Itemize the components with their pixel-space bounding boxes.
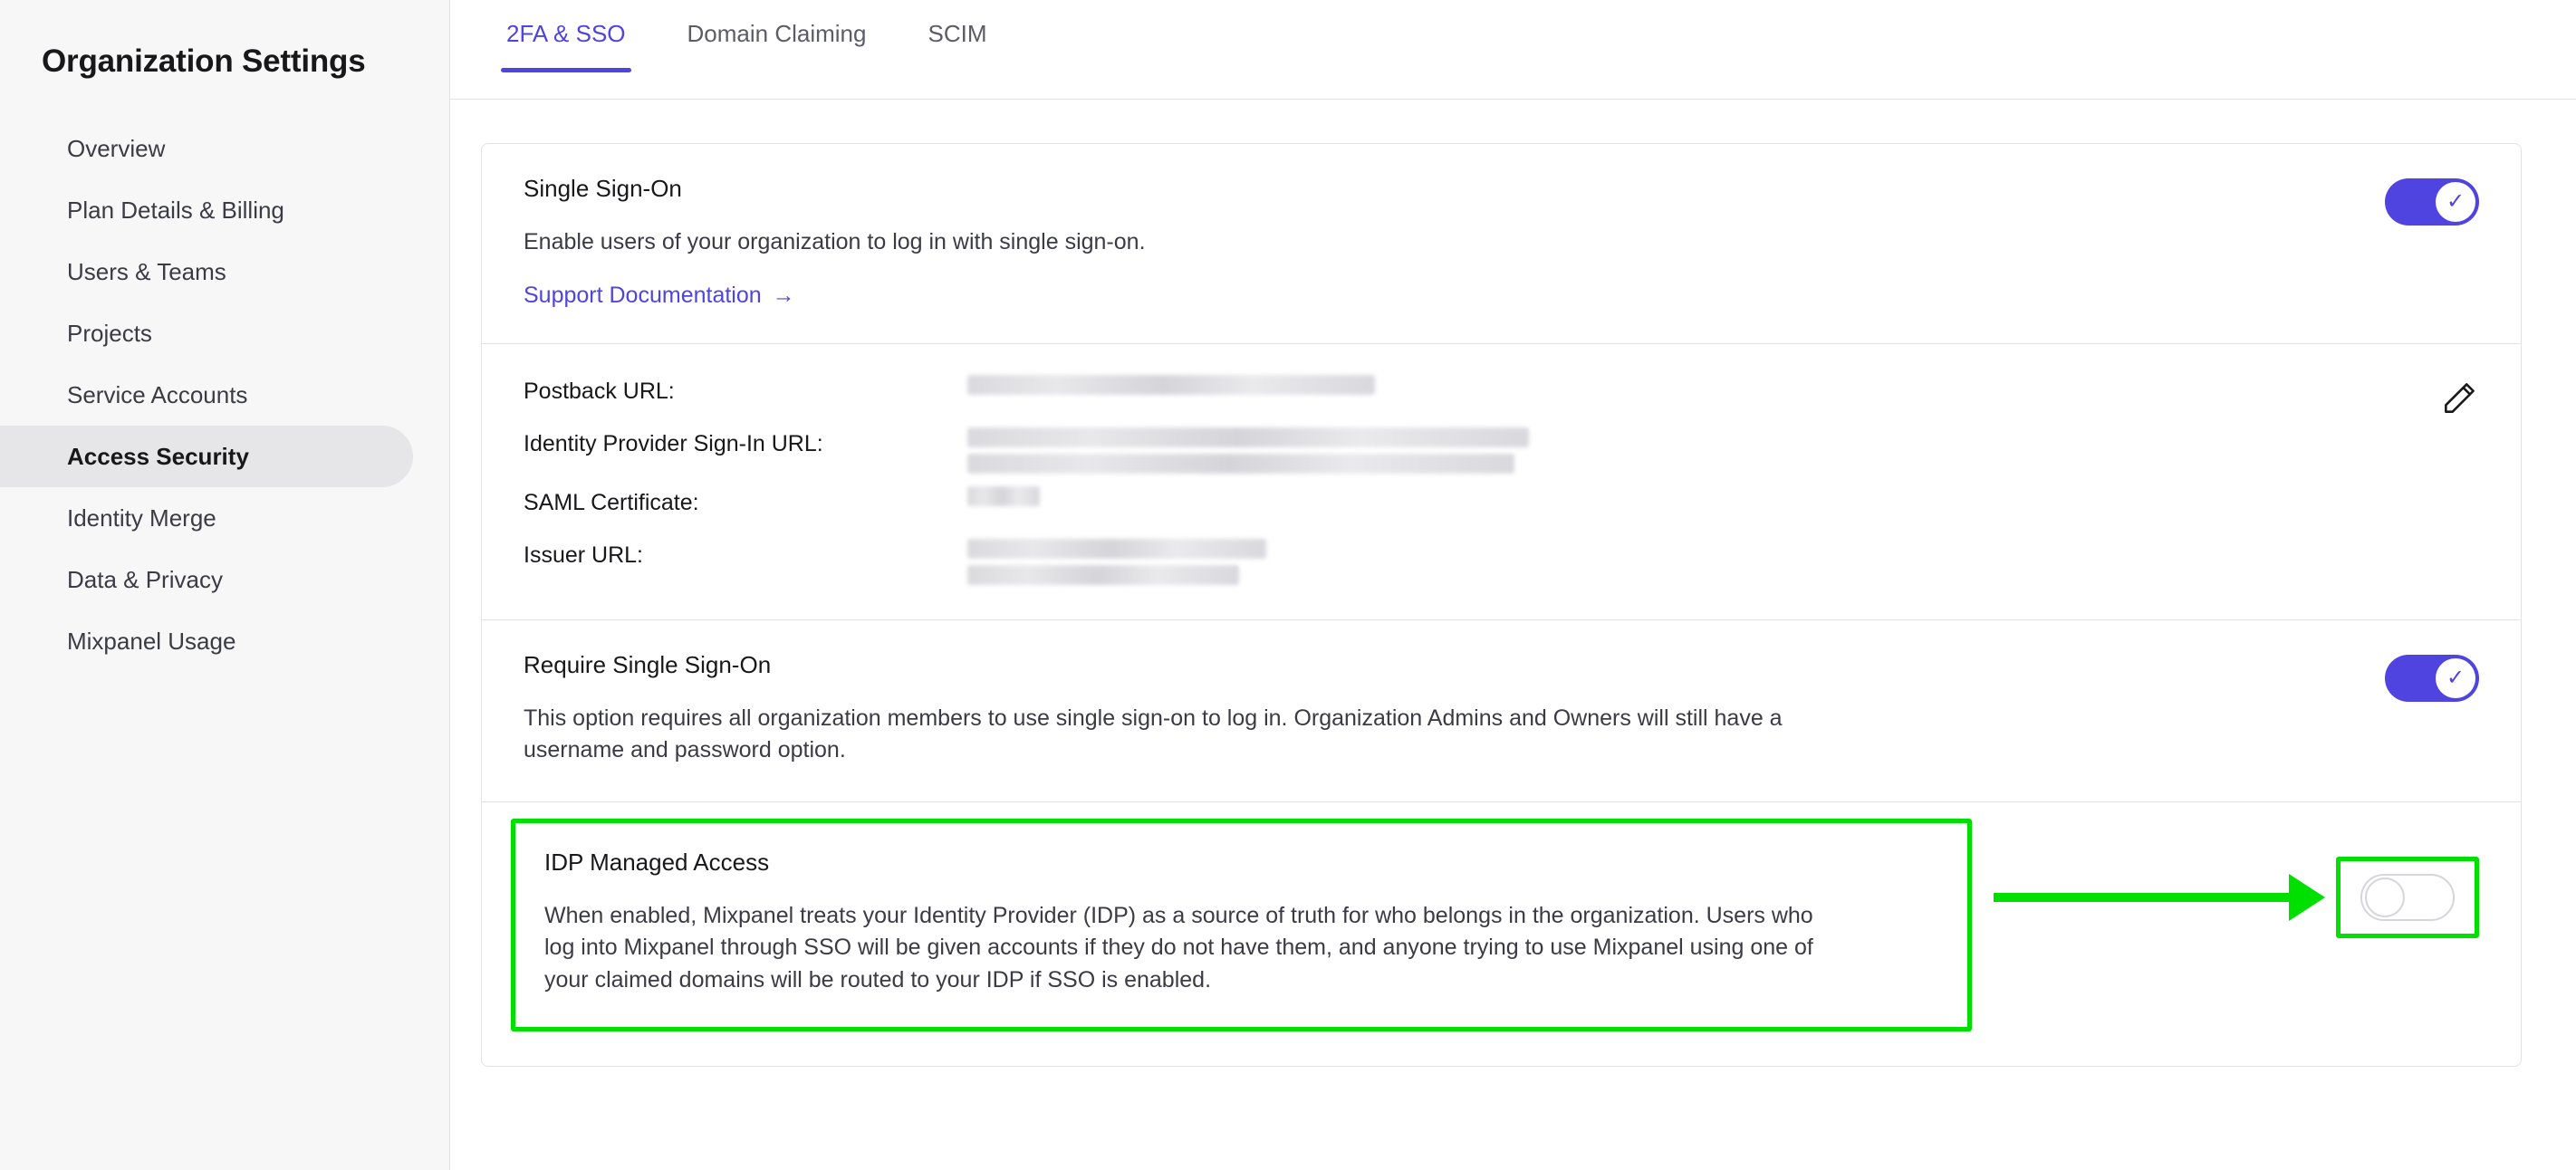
sidebar-nav: [0, 118, 449, 672]
config-value-redacted: [967, 486, 1040, 506]
arrow-shaft: [1994, 893, 2289, 902]
tab-scim[interactable]: [897, 0, 1017, 72]
toggle-knob: [2365, 878, 2405, 917]
require-single-sign-on-title: Require Single Sign-On: [524, 650, 772, 678]
support-documentation-label: Support Documentation: [524, 282, 762, 308]
sso-configuration-list: [524, 375, 2262, 585]
sidebar-item-service-accounts[interactable]: [0, 364, 413, 426]
toggle-knob-check-icon: ✓: [2436, 658, 2475, 698]
settings-card-wrap: [481, 143, 2522, 1067]
idp-toggle-highlight-box: [2336, 857, 2479, 938]
config-label: Identity Provider Sign-In URL:: [524, 430, 823, 456]
single-sign-on-section: [482, 144, 2521, 344]
sidebar: [0, 0, 450, 1170]
pencil-icon[interactable]: [2439, 379, 2479, 418]
single-sign-on-toggle[interactable]: [2385, 178, 2479, 225]
sidebar-item-mixpanel-usage[interactable]: [0, 610, 413, 672]
config-row-idp-signin-url: [524, 427, 2262, 474]
require-single-sign-on-body: [524, 651, 2298, 767]
page-title: Organization Settings: [42, 43, 366, 79]
single-sign-on-body: [524, 175, 2298, 309]
sidebar-item-identity-merge[interactable]: [0, 487, 413, 549]
redacted-bar: [967, 539, 1266, 559]
require-single-sign-on-toggle-area: [2298, 651, 2479, 767]
sidebar-item-plan-details-billing[interactable]: [0, 179, 413, 241]
toggle-knob-check-icon: ✓: [2436, 182, 2475, 222]
single-sign-on-title: Single Sign-On: [524, 175, 682, 202]
arrow-head: [2289, 874, 2325, 921]
sidebar-item-overview[interactable]: [0, 118, 413, 179]
require-single-sign-on-section: [482, 620, 2521, 802]
sidebar-item-label: Data & Privacy: [67, 565, 223, 593]
main-content: [450, 0, 2576, 1170]
idp-managed-access-description: When enabled, Mixpanel treats your Identity Provider (IDP) as a source of truth for who belongs in the organization. Users who log into Mixpanel through SSO will be given accounts if they do not have them, and anyone trying to use Mixpanel using one of your claimed domains will be routed to your IDP if SSO is enabled.: [544, 902, 1813, 993]
sidebar-item-label: Users & Teams: [67, 257, 226, 285]
sidebar-item-access-security[interactable]: [0, 426, 413, 487]
tab-label: Domain Claiming: [687, 20, 867, 47]
idp-managed-access-section: [482, 802, 2521, 1067]
tab-label: SCIM: [928, 20, 987, 47]
config-value-redacted: [967, 375, 1375, 395]
single-sign-on-toggle-area: [2298, 175, 2479, 309]
config-row-issuer-url: [524, 539, 2262, 585]
sidebar-item-label: Identity Merge: [67, 503, 216, 532]
config-row-saml-certificate: [524, 486, 2262, 526]
sidebar-item-data-privacy[interactable]: [0, 549, 413, 610]
sidebar-item-label: Overview: [67, 134, 166, 162]
edit-configuration-area: [2298, 375, 2479, 585]
arrow-right-icon: →: [772, 282, 795, 308]
idp-managed-access-toggle[interactable]: [2360, 874, 2455, 921]
sidebar-item-users-teams[interactable]: [0, 241, 413, 302]
redacted-bar: [967, 427, 1529, 447]
require-single-sign-on-description: This option requires all organization members to use single sign-on to log in. Organization Admins and Owners will still have a username and password option.: [524, 705, 1783, 762]
config-label: Postback URL:: [524, 378, 675, 404]
config-label: Issuer URL:: [524, 542, 643, 568]
support-documentation-link[interactable]: [524, 283, 795, 309]
config-value-redacted: [967, 427, 1529, 474]
single-sign-on-description: Enable users of your organization to log in with single sign-on.: [524, 229, 1146, 254]
require-single-sign-on-toggle[interactable]: [2385, 655, 2479, 702]
access-security-card: [481, 143, 2522, 1067]
tab-2fa-sso[interactable]: [476, 0, 657, 72]
tab-bar: [450, 0, 2576, 100]
sidebar-item-label: Mixpanel Usage: [67, 627, 236, 655]
idp-toggle-area: [1972, 826, 2479, 938]
sso-configuration-section: [482, 344, 2521, 620]
sso-configuration-body: [524, 375, 2298, 585]
sidebar-item-projects[interactable]: [0, 302, 413, 364]
config-row-postback-url: [524, 375, 2262, 415]
tab-domain-claiming[interactable]: [657, 0, 898, 72]
idp-highlight-box: [511, 819, 1972, 1032]
sidebar-item-label: Projects: [67, 319, 152, 347]
idp-managed-access-title: IDP Managed Access: [544, 848, 770, 876]
config-label: SAML Certificate:: [524, 489, 699, 515]
redacted-bar: [967, 454, 1514, 474]
sidebar-item-label: Service Accounts: [67, 380, 248, 408]
config-value-redacted: [967, 539, 1266, 585]
redacted-bar: [967, 375, 1375, 395]
sidebar-item-label: Plan Details & Billing: [67, 196, 284, 224]
redacted-bar: [967, 486, 1040, 506]
redacted-bar: [967, 565, 1239, 585]
annotation-arrow-icon: [1990, 879, 2325, 916]
sidebar-item-label: Access Security: [67, 442, 249, 470]
tab-label: 2FA & SSO: [506, 20, 626, 47]
